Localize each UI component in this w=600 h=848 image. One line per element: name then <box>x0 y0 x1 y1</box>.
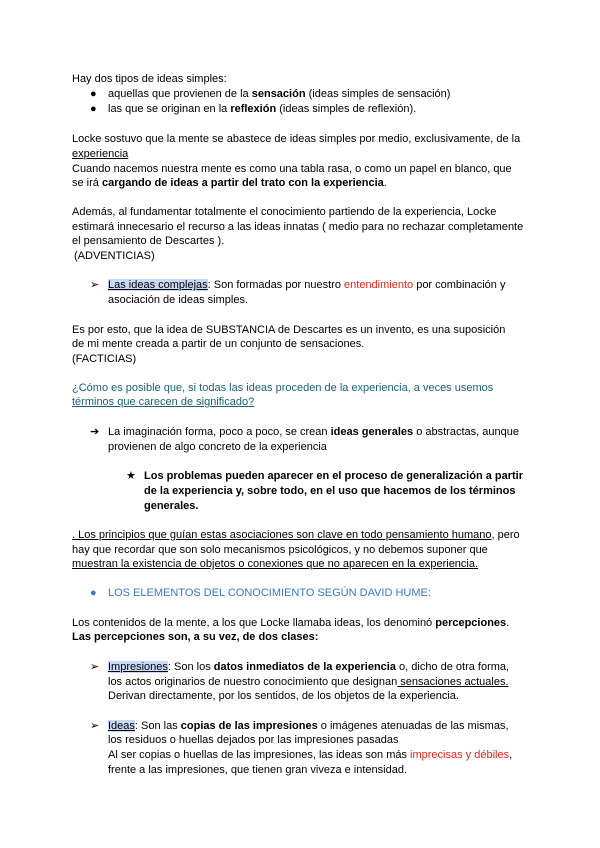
principles-line: hay que recordar que son solo mecanismos psicológicos, y no debemos suponer que <box>72 544 488 556</box>
complex-ideas-term: Las ideas complejas <box>108 279 208 291</box>
right-arrow-bullet-icon: ➔ <box>90 426 100 438</box>
impressions-line: Impresiones: Son los datos inmediatos de la experiencia o, dicho de otra forma, <box>108 661 510 673</box>
ideas-line: Ideas: Son las copias de las impresiones o imágenes atenuadas de las mismas, <box>108 720 509 732</box>
innate-ideas-line: el pensamiento de Descartes ). <box>72 235 225 247</box>
black-circle-bullet-icon: ● <box>90 88 97 100</box>
locke-paragraph-line: Locke sostuvo que la mente se abastece de ideas simples por medio, exclusivamente, de la <box>72 133 521 145</box>
substancia-line: de mi mente creada a partir de un conjunto de sensaciones. <box>72 338 365 350</box>
problems-line: de la experiencia y, sobre todo, en el uso que hacemos de los términos <box>144 485 516 497</box>
arrowhead-bullet-icon: ➢ <box>90 279 100 291</box>
substancia-line: Es por esto, que la idea de SUBSTANCIA de Descartes es un invento, es una suposición <box>72 324 506 336</box>
arrowhead-bullet-icon: ➢ <box>90 720 100 732</box>
perceptions-line: Las percepciones son, a su vez, de dos clases: <box>72 631 319 643</box>
complex-ideas-line: asociación de ideas simples. <box>108 294 249 306</box>
locke-paragraph-line: se irá cargando de ideas a partir del trato con la experiencia. <box>72 177 387 189</box>
principles-line: muestran la existencia de objetos o conexiones que no aparecen en la experiencia. <box>72 558 479 570</box>
innate-ideas-line: Además, al fundamentar totalmente el conocimiento partiendo de la experiencia, Locke <box>72 206 497 218</box>
complex-ideas-line: Las ideas complejas: Son formadas por nuestro entendimiento por combinación y <box>108 279 506 291</box>
imagination-line: provienen de algo concreto de la experiencia <box>108 441 327 453</box>
facticias-label: (FACTICIAS) <box>72 353 137 365</box>
problems-line: generales. <box>144 500 199 512</box>
locke-paragraph-line: experiencia <box>72 148 129 160</box>
section-heading: LOS ELEMENTOS DEL CONOCIMIENTO SEGÚN DAVID HUME: <box>108 587 431 599</box>
adventicias-label: (ADVENTICIAS) <box>74 250 155 262</box>
bullet-reflexion: las que se originan en la reflexión (ideas simples de reflexión). <box>108 103 417 115</box>
question-line: ¿Cómo es posible que, si todas las ideas proceden de la experiencia, a veces usemos <box>72 382 494 394</box>
perceptions-line: Los contenidos de la mente, a los que Locke llamaba ideas, los denominó percepciones. <box>72 617 510 629</box>
impressions-line: los actos originarios de nuestro conocimiento que designan sensaciones actuales. <box>108 676 509 688</box>
principles-line: . Los principios que guían estas asociaciones son clave en todo pensamiento humano, pero <box>72 529 520 541</box>
black-circle-bullet-icon: ● <box>90 103 97 115</box>
blue-circle-bullet-icon: ● <box>90 587 97 599</box>
intro-text: Hay dos tipos de ideas simples: <box>72 73 227 85</box>
impressions-line: Derivan directamente, por los sentidos, de los objetos de la experiencia. <box>108 690 459 702</box>
arrowhead-bullet-icon: ➢ <box>90 661 100 673</box>
innate-ideas-line: estimará innecesario el recurso a las ideas innatas ( medio para no rechazar completamente <box>72 221 524 233</box>
ideas-term: Ideas <box>108 720 135 732</box>
black-star-bullet-icon: ★ <box>126 470 136 482</box>
ideas-line: frente a las impresiones, que tienen gran viveza e intensidad. <box>108 764 408 776</box>
problems-line: Los problemas pueden aparecer en el proceso de generalización a partir <box>144 470 524 482</box>
question-line: términos que carecen de significado? <box>72 396 255 408</box>
impressions-term: Impresiones <box>108 661 168 673</box>
locke-paragraph-line: Cuando nacemos nuestra mente es como una tabla rasa, o como un papel en blanco, que <box>72 163 512 175</box>
bullet-sensacion: aquellas que provienen de la sensación (ideas simples de sensación) <box>108 88 451 100</box>
imagination-line: La imaginación forma, poco a poco, se crean ideas generales o abstractas, aunque <box>108 426 519 438</box>
ideas-line: Al ser copias o huellas de las impresiones, las ideas son más imprecisas y débiles, <box>108 749 513 761</box>
ideas-line: los residuos o huellas dejados por las impresiones pasadas <box>108 734 399 746</box>
